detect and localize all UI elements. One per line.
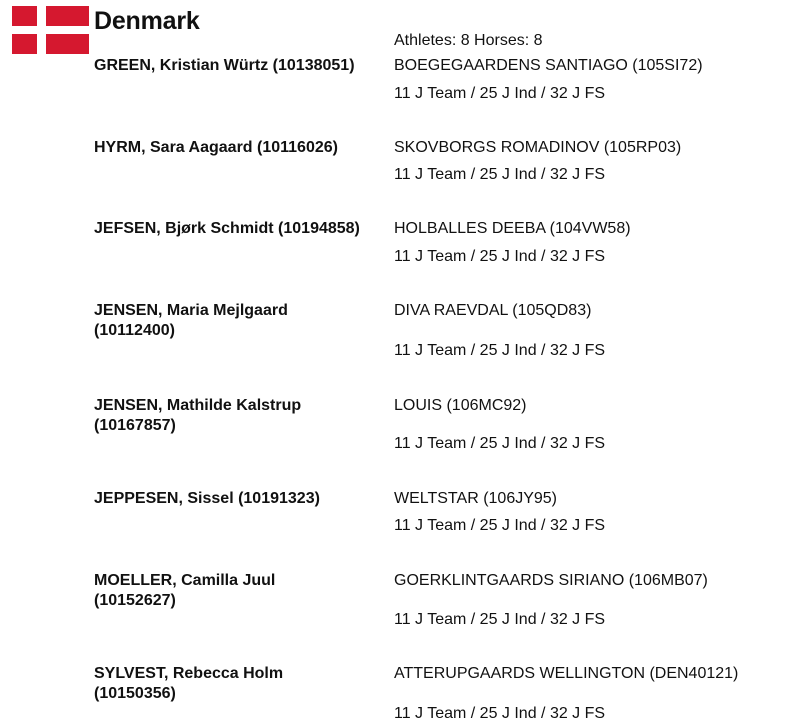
athlete-name: JENSEN, Mathilde Kalstrup (10167857): [94, 397, 302, 434]
athlete-name: JENSEN, Maria Mejlgaard (10112400): [94, 302, 288, 339]
event-list: 11 J Team / 25 J Ind / 32 J FS: [394, 611, 606, 628]
horse-name: SKOVBORGS ROMADINOV (105RP03): [394, 139, 682, 156]
event-list: 11 J Team / 25 J Ind / 32 J FS: [394, 705, 606, 722]
denmark-flag-icon: [12, 6, 89, 54]
athletes-horses-summary: Athletes: 8 Horses: 8: [394, 32, 543, 49]
athlete-name: JEFSEN, Bjørk Schmidt (10194858): [94, 220, 360, 237]
athlete-name: MOELLER, Camilla Juul (10152627): [94, 572, 276, 609]
horse-name: HOLBALLES DEEBA (104VW58): [394, 220, 631, 237]
flag-cross-horizontal: [12, 26, 89, 34]
horse-name: LOUIS (106MC92): [394, 397, 527, 414]
horse-name: GOERKLINTGAARDS SIRIANO (106MB07): [394, 572, 708, 589]
horse-name: BOEGEGAARDENS SANTIAGO (105SI72): [394, 57, 703, 74]
athlete-name: HYRM, Sara Aagaard (10116026): [94, 139, 338, 156]
event-list: 11 J Team / 25 J Ind / 32 J FS: [394, 342, 606, 359]
horse-name: DIVA RAEVDAL (105QD83): [394, 302, 592, 319]
athlete-name: JEPPESEN, Sissel (10191323): [94, 490, 320, 507]
event-list: 11 J Team / 25 J Ind / 32 J FS: [394, 248, 606, 265]
athlete-name: SYLVEST, Rebecca Holm (10150356): [94, 665, 284, 702]
horse-name: WELTSTAR (106JY95): [394, 490, 558, 507]
event-list: 11 J Team / 25 J Ind / 32 J FS: [394, 166, 606, 183]
event-list: 11 J Team / 25 J Ind / 32 J FS: [394, 517, 606, 534]
horse-name: ATTERUPGAARDS WELLINGTON (DEN40121): [394, 665, 739, 682]
country-title: Denmark: [94, 7, 200, 35]
event-list: 11 J Team / 25 J Ind / 32 J FS: [394, 85, 606, 102]
athlete-name: GREEN, Kristian Würtz (10138051): [94, 57, 355, 74]
event-list: 11 J Team / 25 J Ind / 32 J FS: [394, 435, 606, 452]
